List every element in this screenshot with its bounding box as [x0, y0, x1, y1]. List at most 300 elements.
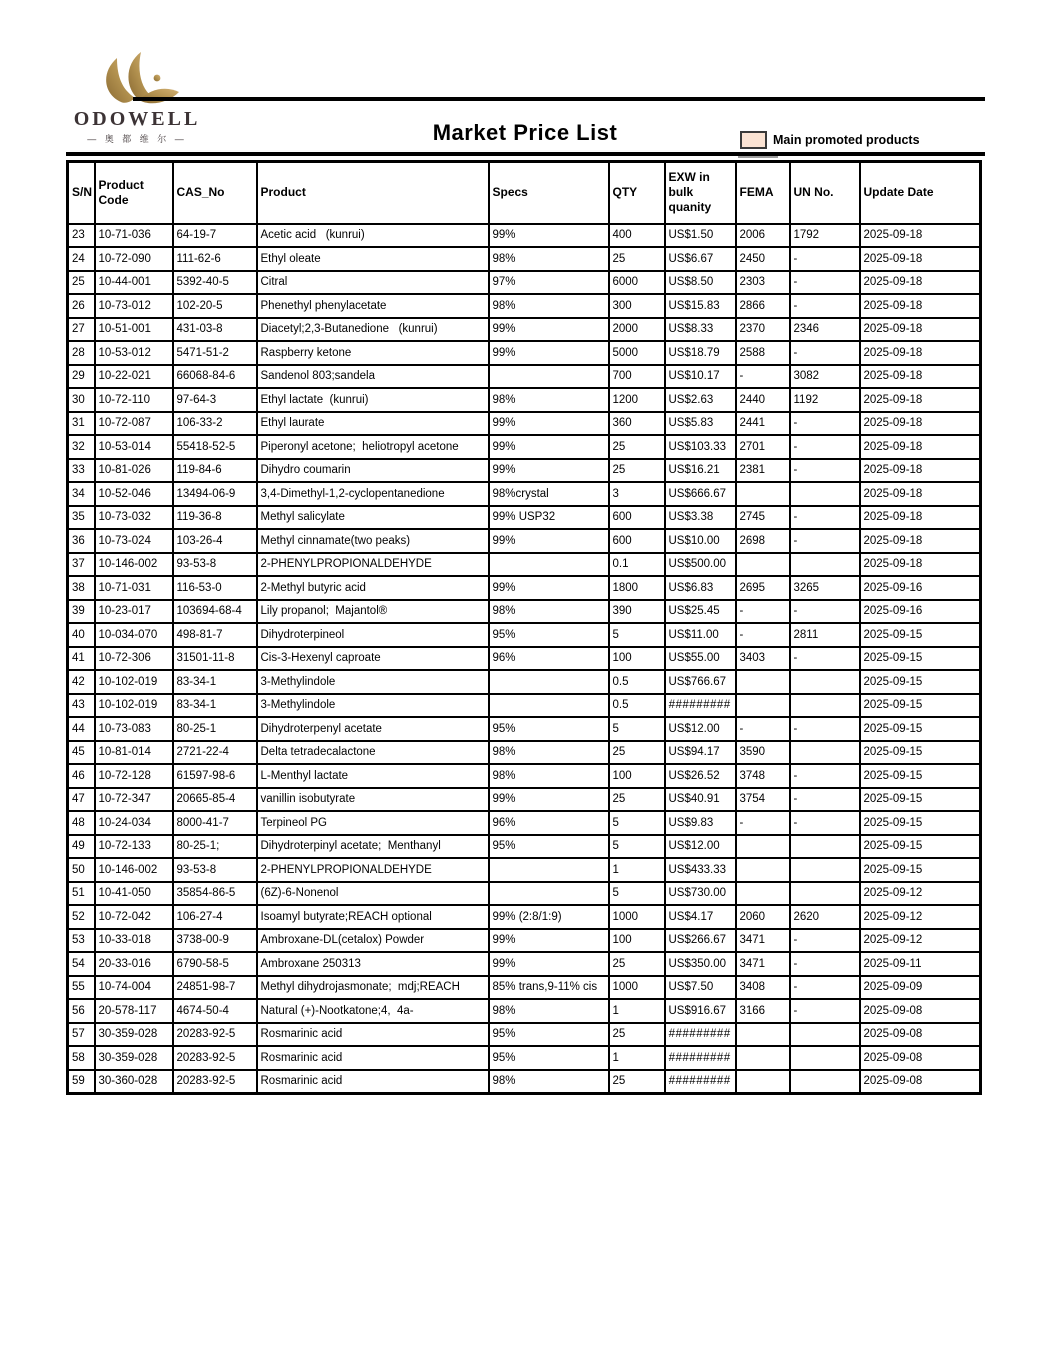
table-row — [68, 788, 981, 812]
cell-fema: 2370 — [736, 318, 790, 342]
cell-product: Ethyl laurate — [257, 412, 489, 436]
cell-qty: 700 — [609, 365, 665, 389]
cell-qty: 5 — [609, 882, 665, 906]
cell-product: Sandenol 803;sandela — [257, 365, 489, 389]
cell-sn: 41 — [68, 647, 95, 671]
cell-update_date: 2025-09-15 — [860, 764, 981, 788]
cell-un_no — [790, 858, 860, 882]
cell-qty: 0.5 — [609, 670, 665, 694]
table-row — [68, 412, 981, 436]
cell-sn: 55 — [68, 976, 95, 1000]
cell-product: Cis-3-Hexenyl caproate — [257, 647, 489, 671]
cell-product: Piperonyl acetone; heliotropyl acetone — [257, 435, 489, 459]
cell-qty: 1000 — [609, 976, 665, 1000]
cell-sn: 38 — [68, 576, 95, 600]
cell-sn: 43 — [68, 694, 95, 718]
table-row — [68, 647, 981, 671]
col-header-specs: Specs — [489, 162, 609, 224]
cell-exw: ######### — [665, 694, 736, 718]
cell-cas_no: 80-25-1 — [173, 717, 257, 741]
cell-sn: 26 — [68, 294, 95, 318]
cell-sn: 58 — [68, 1046, 95, 1070]
cell-update_date: 2025-09-15 — [860, 647, 981, 671]
title-rule — [66, 152, 985, 156]
cell-qty: 0.1 — [609, 553, 665, 577]
cell-exw: US$8.33 — [665, 318, 736, 342]
cell-update_date: 2025-09-18 — [860, 482, 981, 506]
cell-sn: 46 — [68, 764, 95, 788]
cell-exw: US$1.50 — [665, 224, 736, 248]
table-row — [68, 435, 981, 459]
cell-product: 3,4-Dimethyl-1,2-cyclopentanedione — [257, 482, 489, 506]
cell-fema — [736, 1046, 790, 1070]
cell-qty: 1200 — [609, 388, 665, 412]
cell-product_code: 10-72-042 — [95, 905, 173, 929]
cell-exw: US$6.83 — [665, 576, 736, 600]
cell-cas_no: 66068-84-6 — [173, 365, 257, 389]
cell-product_code: 10-102-019 — [95, 694, 173, 718]
cell-fema — [736, 553, 790, 577]
cell-product: Methyl salicylate — [257, 506, 489, 530]
cell-specs: 98% — [489, 247, 609, 271]
cell-product: Methyl cinnamate(two peaks) — [257, 529, 489, 553]
cell-product_code: 10-81-014 — [95, 741, 173, 765]
cell-fema: 3403 — [736, 647, 790, 671]
table-row — [68, 318, 981, 342]
cell-cas_no: 106-27-4 — [173, 905, 257, 929]
table-row — [68, 694, 981, 718]
cell-exw: US$4.17 — [665, 905, 736, 929]
cell-sn: 25 — [68, 271, 95, 295]
cell-specs: 99% — [489, 341, 609, 365]
cell-fema: 2450 — [736, 247, 790, 271]
cell-product: Ethyl lactate (kunrui) — [257, 388, 489, 412]
cell-un_no: - — [790, 412, 860, 436]
cell-product: Dihydroterpenyl acetate — [257, 717, 489, 741]
cell-qty: 360 — [609, 412, 665, 436]
cell-update_date: 2025-09-18 — [860, 271, 981, 295]
cell-un_no — [790, 1046, 860, 1070]
cell-product: 3-Methylindole — [257, 694, 489, 718]
cell-specs: 99% — [489, 224, 609, 248]
cell-un_no — [790, 482, 860, 506]
cell-specs: 98% — [489, 294, 609, 318]
cell-product_code: 10-73-032 — [95, 506, 173, 530]
table-row — [68, 224, 981, 248]
cell-specs — [489, 670, 609, 694]
cell-sn: 59 — [68, 1070, 95, 1094]
cell-product_code: 10-53-014 — [95, 435, 173, 459]
table-row — [68, 811, 981, 835]
cell-product: vanillin isobutyrate — [257, 788, 489, 812]
cell-qty: 600 — [609, 506, 665, 530]
cell-product_code: 10-73-012 — [95, 294, 173, 318]
cell-un_no: 2346 — [790, 318, 860, 342]
cell-sn: 39 — [68, 600, 95, 624]
table-row — [68, 976, 981, 1000]
cell-cas_no: 119-84-6 — [173, 459, 257, 483]
cell-un_no: - — [790, 341, 860, 365]
cell-qty: 0.5 — [609, 694, 665, 718]
cell-exw: US$12.00 — [665, 717, 736, 741]
cell-un_no: - — [790, 999, 860, 1023]
cell-product: Ambroxane 250313 — [257, 952, 489, 976]
col-header-sn: S/N — [68, 162, 95, 224]
cell-sn: 51 — [68, 882, 95, 906]
table-row — [68, 670, 981, 694]
cell-cas_no: 35854-86-5 — [173, 882, 257, 906]
cell-un_no: 1792 — [790, 224, 860, 248]
cell-cas_no: 119-36-8 — [173, 506, 257, 530]
cell-product_code: 10-73-083 — [95, 717, 173, 741]
table-row — [68, 459, 981, 483]
cell-qty: 390 — [609, 600, 665, 624]
cell-qty: 25 — [609, 741, 665, 765]
cell-cas_no: 6790-58-5 — [173, 952, 257, 976]
cell-cas_no: 97-64-3 — [173, 388, 257, 412]
cell-update_date: 2025-09-12 — [860, 905, 981, 929]
cell-specs — [489, 858, 609, 882]
cell-exw: US$94.17 — [665, 741, 736, 765]
table-row — [68, 600, 981, 624]
cell-qty: 5 — [609, 623, 665, 647]
cell-specs: 96% — [489, 811, 609, 835]
cell-sn: 42 — [68, 670, 95, 694]
cell-product: Phenethyl phenylacetate — [257, 294, 489, 318]
cell-product: (6Z)-6-Nonenol — [257, 882, 489, 906]
cell-specs: 98% — [489, 1070, 609, 1094]
cell-update_date: 2025-09-15 — [860, 694, 981, 718]
table-body — [68, 224, 981, 1094]
cell-product_code: 20-33-016 — [95, 952, 173, 976]
cell-update_date: 2025-09-15 — [860, 788, 981, 812]
cell-exw: US$40.91 — [665, 788, 736, 812]
cell-un_no: 2811 — [790, 623, 860, 647]
cell-specs: 95% — [489, 835, 609, 859]
cell-un_no — [790, 670, 860, 694]
cell-product: Terpineol PG — [257, 811, 489, 835]
cell-product_code: 10-71-031 — [95, 576, 173, 600]
cell-exw: US$10.00 — [665, 529, 736, 553]
col-header-un_no: UN No. — [790, 162, 860, 224]
table-row — [68, 999, 981, 1023]
logo-subtitle: — 奥 都 维 尔 — — [87, 134, 187, 144]
table-row — [68, 905, 981, 929]
cell-fema: 3471 — [736, 952, 790, 976]
cell-exw: ######### — [665, 1046, 736, 1070]
cell-un_no: - — [790, 506, 860, 530]
page-title: Market Price List — [432, 120, 618, 145]
cell-product: Dihydro coumarin — [257, 459, 489, 483]
table-row — [68, 952, 981, 976]
col-header-exw: EXW in bulk quanity — [665, 162, 736, 224]
cell-specs: 99% — [489, 459, 609, 483]
cell-exw: US$18.79 — [665, 341, 736, 365]
cell-product_code: 10-33-018 — [95, 929, 173, 953]
cell-product_code: 10-71-036 — [95, 224, 173, 248]
cell-product: Methyl dihydrojasmonate; mdj;REACH — [257, 976, 489, 1000]
cell-exw: US$16.21 — [665, 459, 736, 483]
cell-specs: 95% — [489, 623, 609, 647]
cell-exw: US$12.00 — [665, 835, 736, 859]
cell-fema — [736, 882, 790, 906]
cell-un_no — [790, 553, 860, 577]
legend-label: Main promoted products — [773, 133, 920, 147]
cell-fema: 3748 — [736, 764, 790, 788]
cell-un_no: - — [790, 811, 860, 835]
cell-sn: 54 — [68, 952, 95, 976]
cell-fema: 2588 — [736, 341, 790, 365]
cell-fema: - — [736, 600, 790, 624]
cell-exw: US$11.00 — [665, 623, 736, 647]
cell-exw: US$15.83 — [665, 294, 736, 318]
cell-exw: US$500.00 — [665, 553, 736, 577]
cell-fema: 2060 — [736, 905, 790, 929]
cell-product: Delta tetradecalactone — [257, 741, 489, 765]
cell-update_date: 2025-09-12 — [860, 929, 981, 953]
cell-exw: US$8.50 — [665, 271, 736, 295]
cell-product_code: 10-44-001 — [95, 271, 173, 295]
top-rule — [133, 97, 985, 101]
cell-un_no: - — [790, 929, 860, 953]
col-header-fema: FEMA — [736, 162, 790, 224]
table-row — [68, 1023, 981, 1047]
cell-cas_no: 13494-06-9 — [173, 482, 257, 506]
cell-qty: 5000 — [609, 341, 665, 365]
cell-fema — [736, 1070, 790, 1094]
cell-specs: 98% — [489, 388, 609, 412]
cell-fema — [736, 670, 790, 694]
cell-product_code: 10-52-046 — [95, 482, 173, 506]
cell-un_no: - — [790, 647, 860, 671]
cell-specs: 98% — [489, 764, 609, 788]
cell-qty: 25 — [609, 1023, 665, 1047]
cell-sn: 36 — [68, 529, 95, 553]
cell-specs: 99% — [489, 435, 609, 459]
cell-un_no: - — [790, 459, 860, 483]
cell-fema — [736, 1023, 790, 1047]
cell-un_no: - — [790, 294, 860, 318]
table-row — [68, 882, 981, 906]
cell-sn: 56 — [68, 999, 95, 1023]
cell-cas_no: 80-25-1; — [173, 835, 257, 859]
cell-product_code: 10-102-019 — [95, 670, 173, 694]
cell-exw: US$350.00 — [665, 952, 736, 976]
legend-swatch — [740, 131, 767, 149]
cell-un_no — [790, 835, 860, 859]
cell-cas_no: 20283-92-5 — [173, 1046, 257, 1070]
cell-cas_no: 106-33-2 — [173, 412, 257, 436]
cell-exw: US$10.17 — [665, 365, 736, 389]
logo-name: ODOWELL — [73, 108, 201, 130]
cell-fema: 3754 — [736, 788, 790, 812]
cell-sn: 34 — [68, 482, 95, 506]
cell-fema: 2303 — [736, 271, 790, 295]
cell-fema: 2701 — [736, 435, 790, 459]
cell-specs: 85% trans,9-11% cis — [489, 976, 609, 1000]
cell-exw: US$766.67 — [665, 670, 736, 694]
cell-update_date: 2025-09-18 — [860, 412, 981, 436]
cell-product: 2-PHENYLPROPIONALDEHYDE — [257, 858, 489, 882]
cell-fema: 3471 — [736, 929, 790, 953]
cell-un_no: - — [790, 788, 860, 812]
cell-cas_no: 4674-50-4 — [173, 999, 257, 1023]
table-row — [68, 1070, 981, 1094]
table-row — [68, 365, 981, 389]
cell-cas_no: 8000-41-7 — [173, 811, 257, 835]
cell-qty: 25 — [609, 788, 665, 812]
cell-update_date: 2025-09-08 — [860, 1070, 981, 1094]
cell-cas_no: 2721-22-4 — [173, 741, 257, 765]
cell-update_date: 2025-09-09 — [860, 976, 981, 1000]
cell-product_code: 10-72-110 — [95, 388, 173, 412]
cell-exw: US$916.67 — [665, 999, 736, 1023]
cell-fema: 3408 — [736, 976, 790, 1000]
cell-sn: 30 — [68, 388, 95, 412]
cell-specs: 99% USP32 — [489, 506, 609, 530]
cell-product: Rosmarinic acid — [257, 1070, 489, 1094]
cell-specs: 99% — [489, 529, 609, 553]
cell-specs: 98% — [489, 741, 609, 765]
cell-exw: US$3.38 — [665, 506, 736, 530]
cell-product_code: 10-72-133 — [95, 835, 173, 859]
cell-un_no — [790, 741, 860, 765]
cell-specs: 99% — [489, 576, 609, 600]
cell-qty: 600 — [609, 529, 665, 553]
cell-un_no: - — [790, 247, 860, 271]
cell-fema: - — [736, 365, 790, 389]
cell-qty: 5 — [609, 811, 665, 835]
cell-un_no: - — [790, 529, 860, 553]
table-row — [68, 271, 981, 295]
cell-exw: ######### — [665, 1023, 736, 1047]
cell-product_code: 10-51-001 — [95, 318, 173, 342]
cell-cas_no: 498-81-7 — [173, 623, 257, 647]
cell-product_code: 10-72-128 — [95, 764, 173, 788]
cell-product: Dihydroterpineol — [257, 623, 489, 647]
cell-exw: US$55.00 — [665, 647, 736, 671]
table-row — [68, 835, 981, 859]
cell-product_code: 10-72-087 — [95, 412, 173, 436]
cell-specs: 98% — [489, 999, 609, 1023]
cell-cas_no: 3738-00-9 — [173, 929, 257, 953]
cell-product: Rosmarinic acid — [257, 1046, 489, 1070]
cell-update_date: 2025-09-15 — [860, 717, 981, 741]
cell-specs — [489, 553, 609, 577]
cell-update_date: 2025-09-08 — [860, 999, 981, 1023]
cell-cas_no: 20283-92-5 — [173, 1023, 257, 1047]
table-row — [68, 341, 981, 365]
cell-specs: 99% — [489, 788, 609, 812]
cell-cas_no: 20283-92-5 — [173, 1070, 257, 1094]
cell-qty: 2000 — [609, 318, 665, 342]
table-row — [68, 741, 981, 765]
table-row — [68, 764, 981, 788]
cell-product_code: 10-146-002 — [95, 553, 173, 577]
table-header — [68, 162, 981, 224]
cell-cas_no: 103694-68-4 — [173, 600, 257, 624]
cell-specs: 98% — [489, 600, 609, 624]
cell-qty: 6000 — [609, 271, 665, 295]
cell-specs: 98%crystal — [489, 482, 609, 506]
cell-update_date: 2025-09-15 — [860, 858, 981, 882]
col-header-product: Product — [257, 162, 489, 224]
cell-exw: US$9.83 — [665, 811, 736, 835]
cell-product: Lily propanol; Majantol® — [257, 600, 489, 624]
cell-sn: 44 — [68, 717, 95, 741]
cell-sn: 40 — [68, 623, 95, 647]
cell-update_date: 2025-09-15 — [860, 835, 981, 859]
cell-un_no: - — [790, 271, 860, 295]
cell-fema: 2440 — [736, 388, 790, 412]
price-table — [66, 160, 982, 1095]
cell-cas_no: 83-34-1 — [173, 670, 257, 694]
cell-exw: US$26.52 — [665, 764, 736, 788]
cell-qty: 100 — [609, 764, 665, 788]
cell-product: L-Menthyl lactate — [257, 764, 489, 788]
legend-underline — [738, 156, 778, 158]
cell-update_date: 2025-09-08 — [860, 1046, 981, 1070]
cell-update_date: 2025-09-18 — [860, 529, 981, 553]
cell-exw: US$103.33 — [665, 435, 736, 459]
cell-product: Ethyl oleate — [257, 247, 489, 271]
cell-un_no: - — [790, 952, 860, 976]
cell-sn: 57 — [68, 1023, 95, 1047]
cell-cas_no: 93-53-8 — [173, 858, 257, 882]
cell-update_date: 2025-09-15 — [860, 741, 981, 765]
cell-product_code: 10-22-021 — [95, 365, 173, 389]
cell-fema — [736, 482, 790, 506]
cell-cas_no: 93-53-8 — [173, 553, 257, 577]
cell-product: Acetic acid (kunrui) — [257, 224, 489, 248]
cell-specs — [489, 882, 609, 906]
cell-product_code: 10-72-090 — [95, 247, 173, 271]
cell-qty: 5 — [609, 717, 665, 741]
cell-product_code: 10-23-017 — [95, 600, 173, 624]
cell-sn: 49 — [68, 835, 95, 859]
cell-qty: 1800 — [609, 576, 665, 600]
cell-fema: 3590 — [736, 741, 790, 765]
cell-un_no: 3082 — [790, 365, 860, 389]
col-header-update_date: Update Date — [860, 162, 981, 224]
cell-fema: 2866 — [736, 294, 790, 318]
cell-cas_no: 64-19-7 — [173, 224, 257, 248]
cell-update_date: 2025-09-15 — [860, 811, 981, 835]
cell-sn: 27 — [68, 318, 95, 342]
cell-qty: 100 — [609, 929, 665, 953]
table-row — [68, 576, 981, 600]
cell-sn: 33 — [68, 459, 95, 483]
cell-product: Natural (+)-Nootkatone;4, 4a- — [257, 999, 489, 1023]
cell-sn: 53 — [68, 929, 95, 953]
cell-product_code: 10-146-002 — [95, 858, 173, 882]
cell-product_code: 10-034-070 — [95, 623, 173, 647]
cell-specs — [489, 694, 609, 718]
cell-product_code: 10-72-347 — [95, 788, 173, 812]
cell-product: Rosmarinic acid — [257, 1023, 489, 1047]
table-row — [68, 388, 981, 412]
cell-sn: 24 — [68, 247, 95, 271]
cell-specs: 99% — [489, 412, 609, 436]
cell-cas_no: 83-34-1 — [173, 694, 257, 718]
cell-sn: 37 — [68, 553, 95, 577]
cell-update_date: 2025-09-18 — [860, 459, 981, 483]
cell-product: 3-Methylindole — [257, 670, 489, 694]
table-row — [68, 1046, 981, 1070]
table-row — [68, 623, 981, 647]
cell-product_code: 10-72-306 — [95, 647, 173, 671]
cell-exw: US$433.33 — [665, 858, 736, 882]
